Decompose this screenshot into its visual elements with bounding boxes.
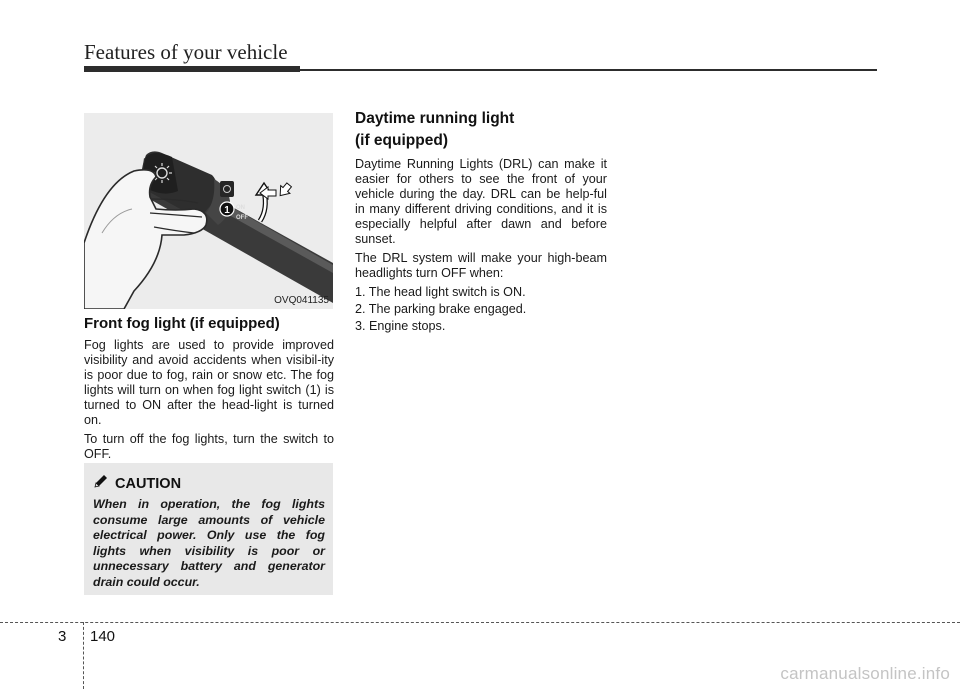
switch-on-label: ON bbox=[236, 205, 245, 211]
footer-divider bbox=[0, 622, 960, 623]
drl-heading-line-1: Daytime running light bbox=[355, 110, 515, 127]
fog-light-switch-illustration bbox=[84, 113, 333, 309]
drl-paragraph-1: Daytime Running Lights (DRL) can make it easier for others to see the front of your vehicle during the day. DRL can be help-ful in many different driving conditions, and it is especially helpful after dawn and before sunset. bbox=[355, 157, 607, 246]
fog-light-paragraph-1: Fog lights are used to provide improved visibility and avoid accidents when visibil-ity is poor due to fog, rain or snow etc. The fog lights will turn on when fog light switch (1) is turned to ON after the head-light is turned on. bbox=[84, 338, 334, 427]
chapter-number: 3 bbox=[58, 628, 67, 645]
drl-heading bbox=[355, 108, 607, 152]
figure-code: OVQ041135 bbox=[274, 295, 329, 306]
fog-light-heading: Front fog light (if equipped) bbox=[84, 315, 280, 332]
header-bar-thin bbox=[300, 69, 877, 71]
fog-light-section bbox=[84, 312, 334, 466]
drl-list-item-2: 2. The parking brake engaged. bbox=[355, 302, 527, 316]
switch-off-label: OFF bbox=[236, 215, 248, 221]
drl-heading-line-2: (if equipped) bbox=[355, 132, 448, 149]
caution-pencil-icon bbox=[93, 473, 109, 494]
drl-section bbox=[355, 108, 607, 336]
page-number: 140 bbox=[90, 628, 116, 645]
header-title: Features of your vehicle bbox=[84, 40, 288, 64]
header-bar-thick bbox=[84, 66, 300, 72]
drl-list-item-3: 3. Engine stops. bbox=[355, 319, 446, 333]
drl-list-item-1: 1. The head light switch is ON. bbox=[355, 285, 526, 299]
fog-light-paragraph-2: To turn off the fog lights, turn the switch to OFF. bbox=[84, 432, 334, 461]
callout-number: 1 bbox=[224, 205, 230, 216]
caution-text: When in operation, the fog lights consume large amounts of vehicle electrical power. Only use the fog lights when visibility is poor or unnecessary battery and generator drain could occur. bbox=[93, 497, 325, 589]
caution-box bbox=[84, 463, 333, 595]
watermark: carmanualsonline.info bbox=[780, 664, 950, 683]
drl-paragraph-2: The DRL system will make your high-beam headlights turn OFF when: bbox=[355, 251, 607, 280]
caution-title: CAUTION bbox=[115, 475, 182, 492]
footer-vertical-divider bbox=[83, 622, 84, 689]
fog-light-switch-figure bbox=[84, 113, 333, 309]
